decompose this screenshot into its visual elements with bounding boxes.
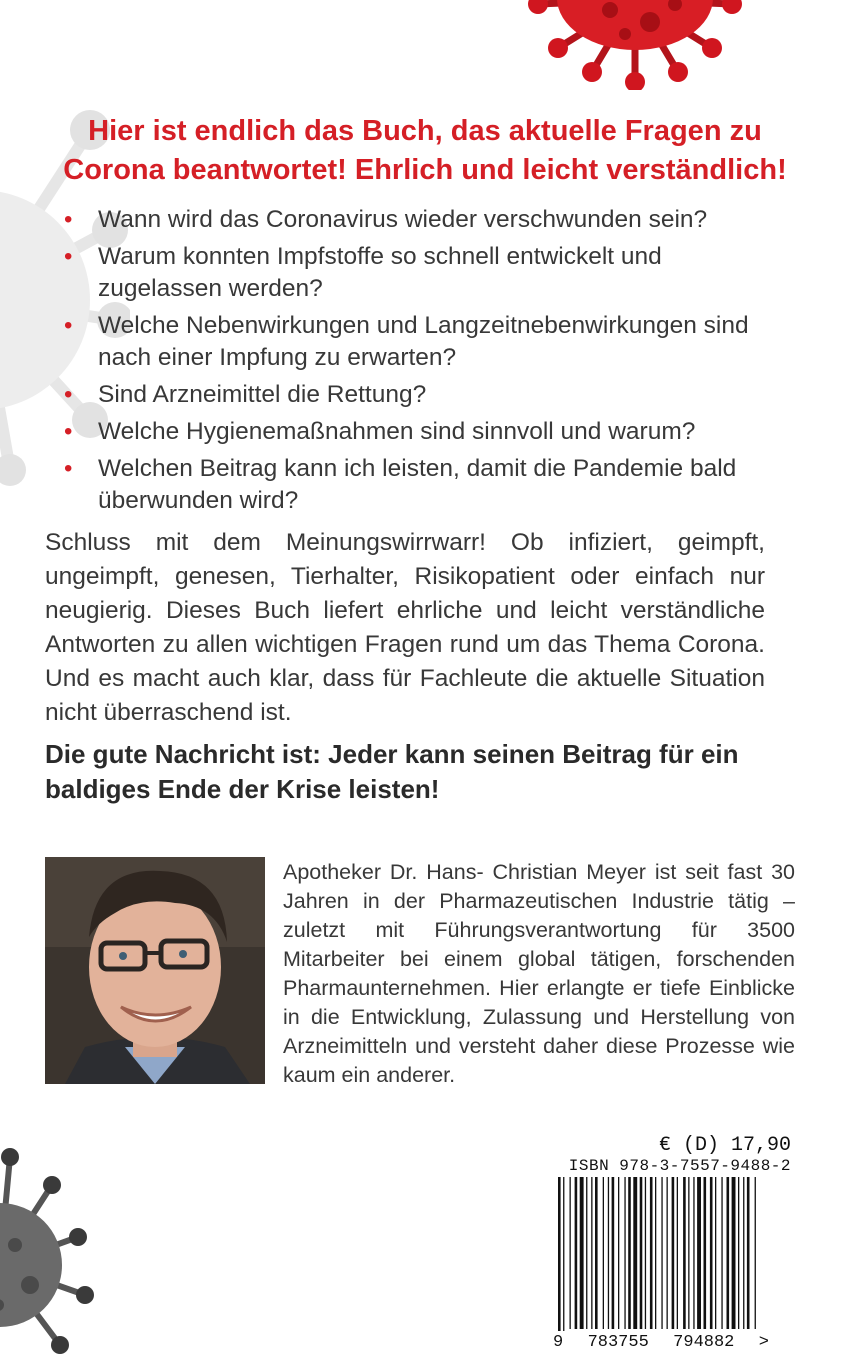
list-item (62, 241, 782, 305)
barcode-digit-first: 9 (553, 1332, 564, 1352)
barcode-bar (661, 1177, 662, 1329)
barcode-bar (563, 1177, 564, 1345)
list-item (62, 379, 782, 411)
bullet-icon: • (64, 206, 73, 233)
barcode-bar (721, 1177, 722, 1329)
list-item (62, 416, 782, 448)
barcode-bar (683, 1177, 686, 1329)
price: € (D) 17,90 (658, 1134, 791, 1157)
question-text: Wann wird das Coronavirus wieder verschwunden sein? (98, 206, 708, 233)
question-list (62, 204, 782, 522)
barcode-bar (755, 1177, 756, 1329)
question-text: Welchen Beitrag kann ich leisten, damit die Pandemie bald überwunden wird? (98, 455, 737, 514)
list-item (62, 453, 782, 517)
question-text: Warum konnten Impfstoffe so schnell entwickelt und zugelassen werden? (98, 243, 662, 302)
virus-illustration-grey (0, 1145, 100, 1360)
barcode-bar (570, 1177, 571, 1329)
barcode-bar (693, 1177, 694, 1329)
bullet-icon: • (64, 381, 73, 408)
isbn: ISBN 978-3-7557-9488-2 (568, 1157, 791, 1175)
list-item (62, 204, 782, 236)
barcode-bar (688, 1177, 689, 1329)
barcode-bar (697, 1177, 701, 1329)
barcode-bar (580, 1177, 584, 1329)
barcode-bar (628, 1177, 631, 1329)
virus-illustration-red (520, 0, 750, 90)
barcode-bar (727, 1177, 730, 1329)
barcode-bar (704, 1177, 707, 1329)
barcode-marker: > (758, 1332, 769, 1352)
intro-paragraph: Schluss mit dem Meinungswirrwarr! Ob infiziert, geimpft, ungeimpft, genesen, Tierhalter, Risikopatient oder einfach nur neugierig. Dieses Buch liefert ehrliche und leicht verständliche Antworten zu allen wichtigen Fragen rund um das Thema Corona. Und es macht auch klar, dass für Fachleute die aktuelle Situation nicht überraschend ist. (45, 529, 765, 726)
barcode-bar (612, 1177, 615, 1329)
barcode-bar (586, 1177, 587, 1329)
barcode-bar (645, 1177, 646, 1329)
barcode-bar (710, 1177, 713, 1329)
bullet-icon: • (64, 455, 73, 482)
barcode-bar (738, 1177, 739, 1329)
bullet-icon: • (64, 312, 73, 339)
barcode-bar (575, 1177, 578, 1329)
author-bio: Apotheker Dr. Hans- Christian Meyer ist seit fast 30 Jahren in der Pharmazeutischen Industrie tätig – zuletzt mit Führungsverantwortung für 3500 Mitarbeiter bei einem global tätigen, forschenden Pharmaunternehmen. Hier erlangte er tiefe Einblicke in die Entwicklung, Zulassung und Herstellung von Arzneimitteln und versteht daher diese Prozesse wie kaum ein anderer. (283, 860, 795, 1087)
barcode-bar (595, 1177, 598, 1329)
question-text: Welche Hygienemaßnahmen sind sinnvoll und warum? (98, 418, 696, 445)
barcode-bar (640, 1177, 643, 1329)
author-photo (45, 857, 265, 1084)
barcode-bar (618, 1177, 619, 1329)
barcode-bar (633, 1177, 637, 1329)
barcode-digits-left: 783755 (587, 1332, 649, 1352)
barcode-bar (677, 1177, 678, 1329)
barcode-bar (747, 1177, 750, 1329)
barcode-bar (624, 1177, 625, 1329)
barcode-bar (591, 1177, 592, 1329)
barcode-digits (553, 1331, 769, 1353)
question-text: Welche Nebenwirkungen und Langzeitnebenwirkungen sind nach einer Impfung zu erwarten? (98, 312, 749, 371)
barcode-bar (672, 1177, 675, 1329)
barcode-bar (732, 1177, 736, 1329)
price-block (551, 1135, 791, 1175)
barcode-bar (608, 1177, 609, 1329)
list-item (62, 310, 782, 374)
barcode-bar (558, 1177, 561, 1345)
question-text: Sind Arzneimittel die Rettung? (98, 381, 427, 408)
barcode-bar (603, 1177, 604, 1329)
headline: Hier ist endlich das Buch, das aktuelle Fragen zu Corona beantwortet! Ehrlich und leicht verständlich! (63, 115, 787, 186)
bullet-icon: • (64, 243, 73, 270)
barcode-bar (650, 1177, 653, 1329)
bullet-icon: • (64, 418, 73, 445)
barcode (556, 1177, 762, 1345)
barcode-bar (655, 1177, 656, 1329)
barcode-digits-right: 794882 (673, 1332, 735, 1352)
good-news-statement: Die gute Nachricht ist: Jeder kann seinen Beitrag für ein baldiges Ende der Krise leisten! (45, 739, 739, 804)
barcode-bar (667, 1177, 668, 1329)
barcode-bar (743, 1177, 744, 1329)
barcode-bar (715, 1177, 716, 1329)
